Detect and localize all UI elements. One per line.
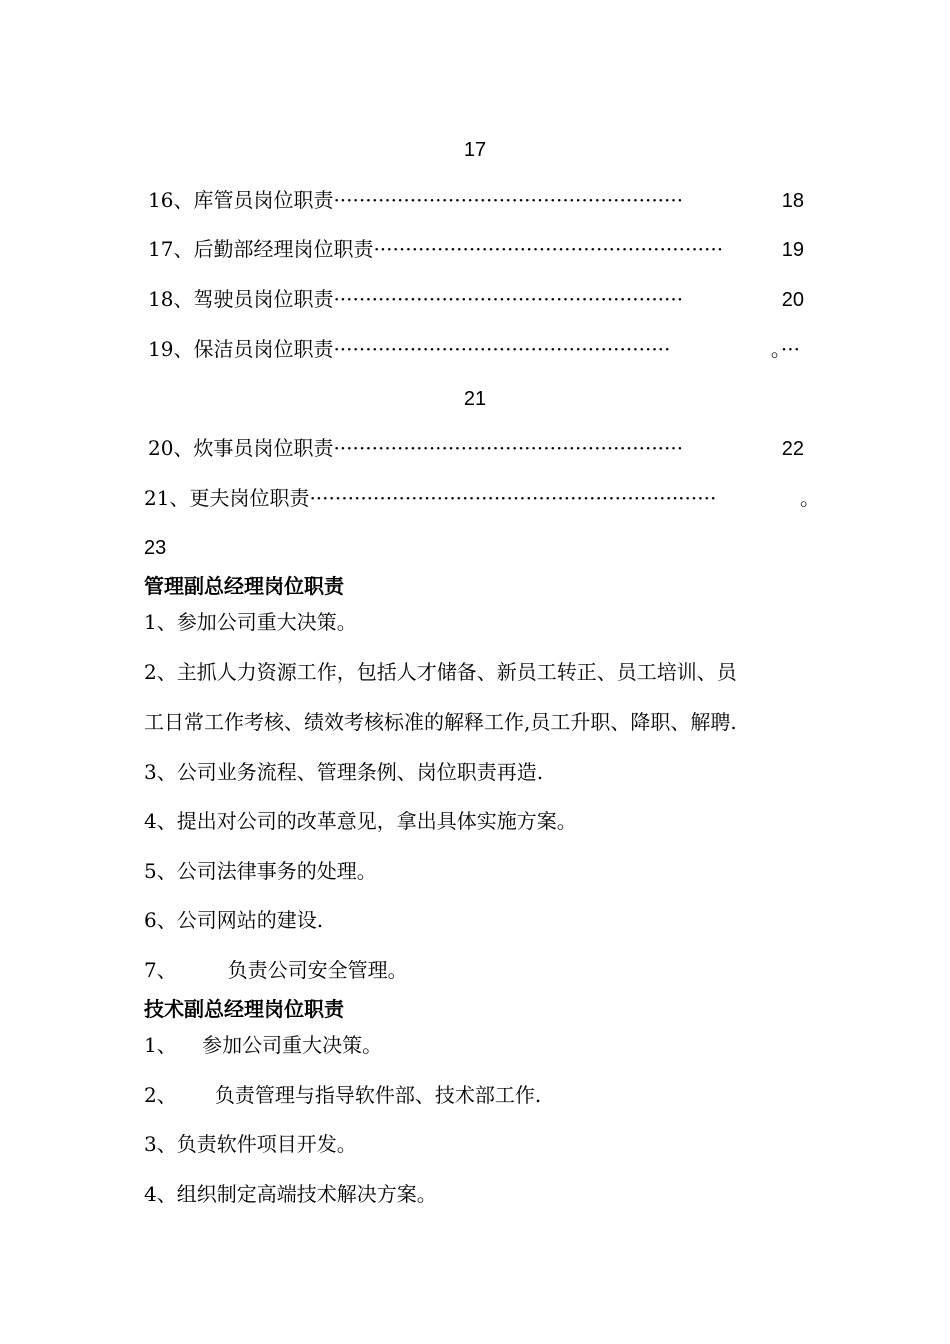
toc-entry-18 bbox=[148, 285, 804, 314]
toc-leader-dots: ······················································· bbox=[333, 287, 684, 311]
section-heading-tech: 技术副总经理岗位职责 bbox=[144, 997, 344, 1021]
toc-entry-title: 19、保洁员岗位职责 bbox=[148, 337, 334, 361]
page-number-21: 21 bbox=[463, 388, 487, 410]
toc-leader-dots: ································································ bbox=[309, 486, 717, 510]
toc-entry-page: 22 bbox=[781, 438, 804, 460]
mgmt-item-2: 2、主抓人力资源工作，包括人才储备、新员工转正、员工培训、员 bbox=[144, 660, 737, 684]
toc-entry-title: 21、更夫岗位职责 bbox=[144, 486, 310, 510]
toc-leader-dots: ······················································· bbox=[333, 188, 684, 212]
toc-entry-page: 19 bbox=[781, 239, 804, 261]
mgmt-item-2-cont: 工日常工作考核、绩效考核标准的解释工作,员工升职、降职、解聘. bbox=[144, 710, 737, 734]
toc-entry-17 bbox=[148, 235, 804, 264]
mgmt-item-3: 3、公司业务流程、管理条例、岗位职责再造. bbox=[144, 760, 544, 784]
toc-leader-dots: ······················································· bbox=[333, 436, 684, 460]
mgmt-item-7: 7、 负责公司安全管理。 bbox=[144, 958, 408, 982]
mgmt-item-6: 6、公司网站的建设. bbox=[144, 908, 324, 932]
toc-entry-16 bbox=[148, 186, 804, 215]
page-number-17: 17 bbox=[463, 139, 487, 161]
page-number-23: 23 bbox=[144, 537, 167, 559]
section-heading-mgmt: 管理副总经理岗位职责 bbox=[144, 574, 344, 598]
tech-item-4: 4、组织制定高端技术解决方案。 bbox=[144, 1182, 437, 1206]
mgmt-item-4: 4、提出对公司的改革意见，拿出具体实施方案。 bbox=[144, 809, 577, 833]
toc-entry-21 bbox=[144, 484, 820, 512]
toc-entry-page: 。··· bbox=[770, 337, 800, 361]
toc-entry-19 bbox=[148, 335, 800, 363]
tech-item-1: 1、 参加公司重大决策。 bbox=[144, 1033, 383, 1057]
mgmt-item-1: 1、参加公司重大决策。 bbox=[144, 610, 357, 634]
toc-entry-title: 18、驾驶员岗位职责 bbox=[148, 287, 334, 311]
toc-entry-title: 16、库管员岗位职责 bbox=[148, 188, 334, 212]
toc-entry-title: 17、后勤部经理岗位职责 bbox=[148, 237, 374, 261]
tech-item-3: 3、负责软件项目开发。 bbox=[144, 1132, 357, 1156]
toc-entry-page: 20 bbox=[781, 289, 804, 311]
toc-entry-title: 20、炊事员岗位职责 bbox=[148, 436, 334, 460]
toc-entry-20 bbox=[148, 434, 804, 463]
tech-item-2: 2、 负责管理与指导软件部、技术部工作. bbox=[144, 1083, 542, 1107]
mgmt-item-5: 5、公司法律事务的处理。 bbox=[144, 859, 377, 883]
toc-leader-dots: ······················································· bbox=[373, 237, 724, 261]
toc-leader-dots: ····················································· bbox=[333, 337, 671, 361]
toc-entry-page: 。 bbox=[800, 486, 820, 510]
toc-entry-page: 18 bbox=[781, 190, 804, 212]
